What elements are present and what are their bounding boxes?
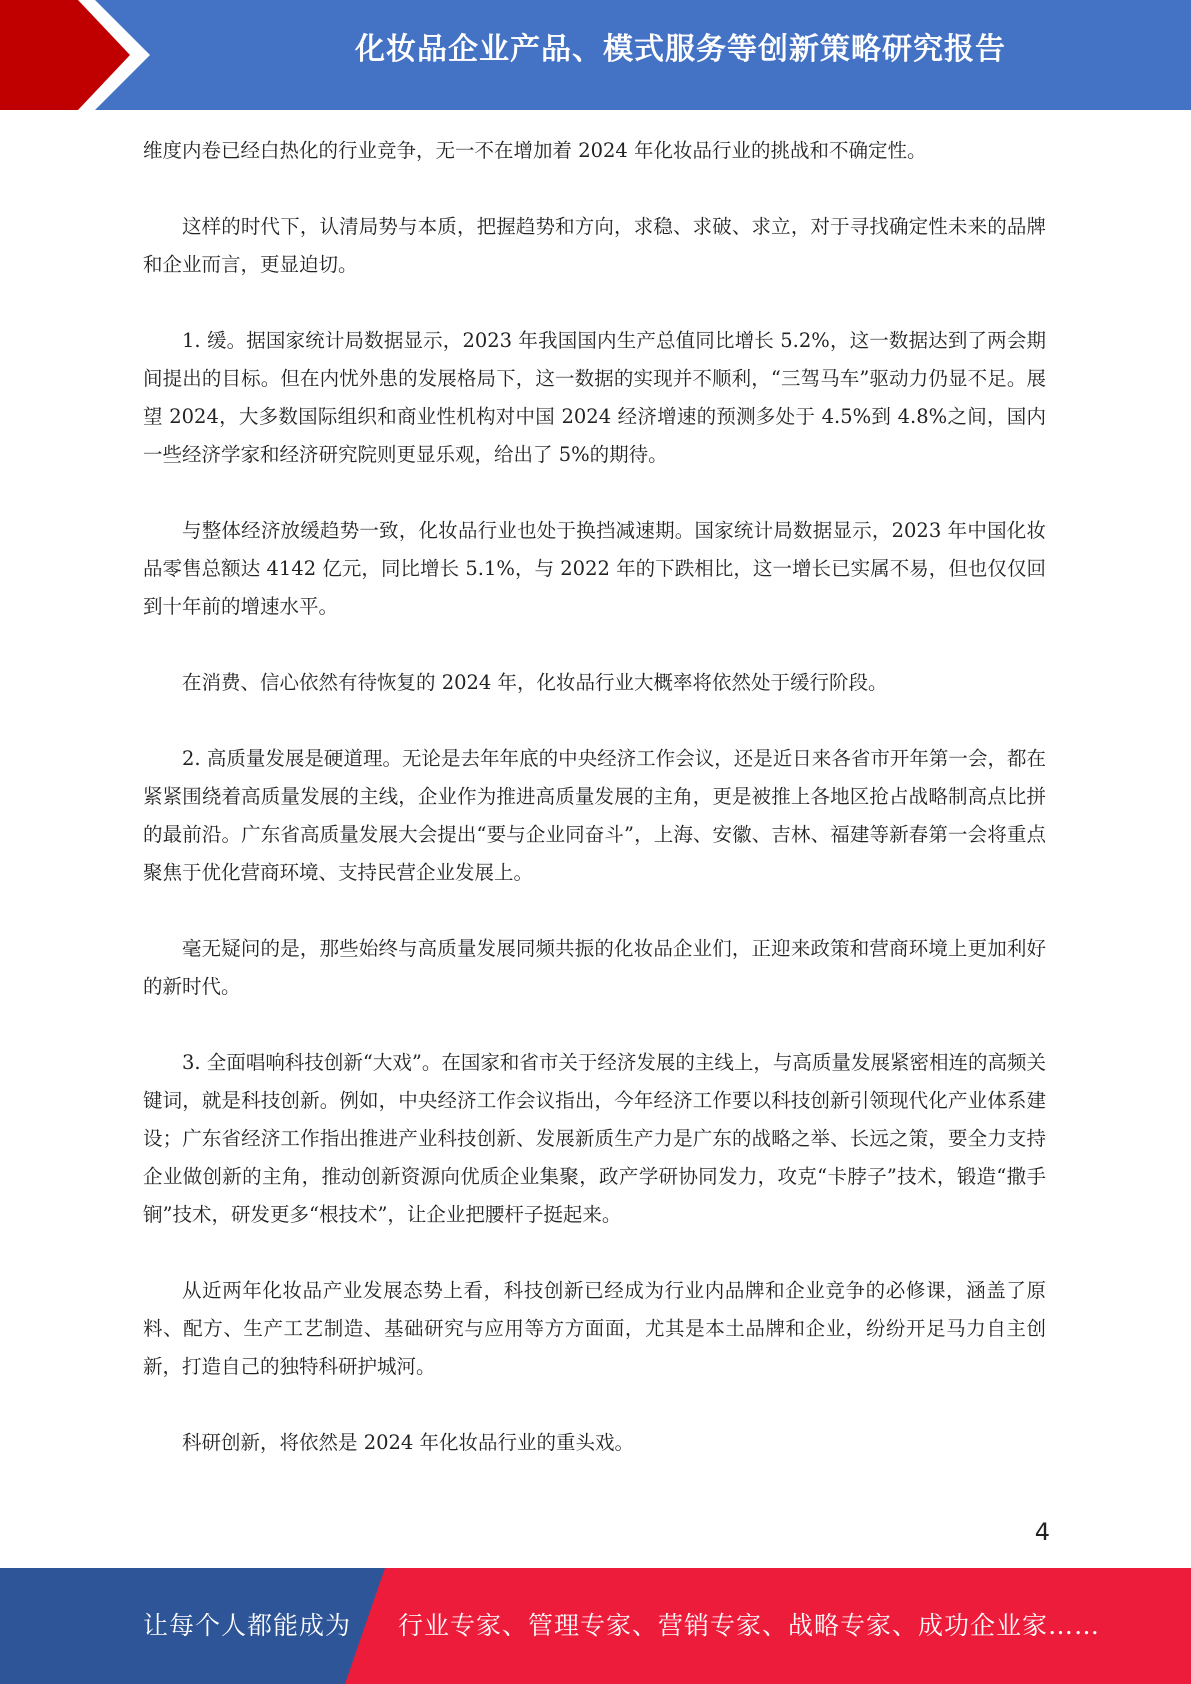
paragraph: 3. 全面唱响科技创新“大戏”。在国家和省市关于经济发展的主线上，与高质量发展紧密相连的高频关键词，就是科技创新。例如，中央经济工作会议指出，今年经济工作要以科技创新引领现代化产业体系建设；广东省经济工作指出推进产业科技创新、发展新质生产力是广东的战略之举、长远之策，要全力支持企业做创新的主角，推动创新资源向优质企业集聚，政产学研协同发力，攻克“卡脖子”技术，锻造“撒手锏”技术，研发更多“根技术”，让企业把腰杆子挺起来。 — [143, 1051, 1046, 1226]
paragraph: 这样的时代下，认清局势与本质，把握趋势和方向，求稳、求破、求立，对于寻找确定性未来的品牌和企业而言，更显迫切。 — [143, 215, 1046, 276]
paragraph: 从近两年化妆品产业发展态势上看，科技创新已经成为行业内品牌和企业竞争的必修课，涵盖了原料、配方、生产工艺制造、基础研究与应用等方方面面，尤其是本土品牌和企业，纷纷开足马力自主创新，打造自己的独特科研护城河。 — [143, 1279, 1046, 1378]
report-title: 化妆品企业产品、模式服务等创新策略研究报告 — [355, 32, 1006, 67]
body-text — [143, 132, 1046, 1500]
page-header — [0, 0, 1191, 110]
footer-slogan-roles: 行业专家、管理专家、营销专家、战略专家、成功企业家…… — [398, 1611, 1101, 1640]
footer-slogan-lead: 让每个人都能成为 — [143, 1611, 352, 1640]
paragraph: 2. 高质量发展是硬道理。无论是去年年底的中央经济工作会议，还是近日来各省市开年第一会，都在紧紧围绕着高质量发展的主线，企业作为推进高质量发展的主角，更是被推上各地区抢占战略制高点比拼的最前沿。广东省高质量发展大会提出“要与企业同奋斗”，上海、安徽、吉林、福建等新春第一会将重点聚焦于优化营商环境、支持民营企业发展上。 — [143, 747, 1046, 884]
paragraph: 1. 缓。据国家统计局数据显示，2023 年我国国内生产总值同比增长 5.2%，这一数据达到了两会期间提出的目标。但在内忧外患的发展格局下，这一数据的实现并不顺利，“三驾马车”驱动力仍显不足。展望 2024，大多数国际组织和商业性机构对中国 2024 经济增速的预测多处于 4.5%到 4.8%之间，国内一些经济学家和经济研究院则更显乐观，给出了 5%的期待。 — [143, 329, 1046, 466]
page-number: 4 — [1034, 1518, 1050, 1546]
paragraph: 与整体经济放缓趋势一致，化妆品行业也处于换挡减速期。国家统计局数据显示，2023 年中国化妆品零售总额达 4142 亿元，同比增长 5.1%，与 2022 年的下跌相比，这一增长已实属不易，但也仅仅回到十年前的增速水平。 — [143, 519, 1046, 618]
paragraph: 维度内卷已经白热化的行业竞争，无一不在增加着 2024 年化妆品行业的挑战和不确定性。 — [143, 139, 927, 162]
page-footer — [0, 1568, 1191, 1684]
paragraph: 科研创新，将依然是 2024 年化妆品行业的重头戏。 — [182, 1431, 635, 1454]
paragraph: 毫无疑问的是，那些始终与高质量发展同频共振的化妆品企业们，正迎来政策和营商环境上更加利好的新时代。 — [143, 937, 1046, 998]
header-arrow-decoration — [0, 0, 160, 110]
paragraph: 在消费、信心依然有待恢复的 2024 年，化妆品行业大概率将依然处于缓行阶段。 — [182, 671, 888, 694]
